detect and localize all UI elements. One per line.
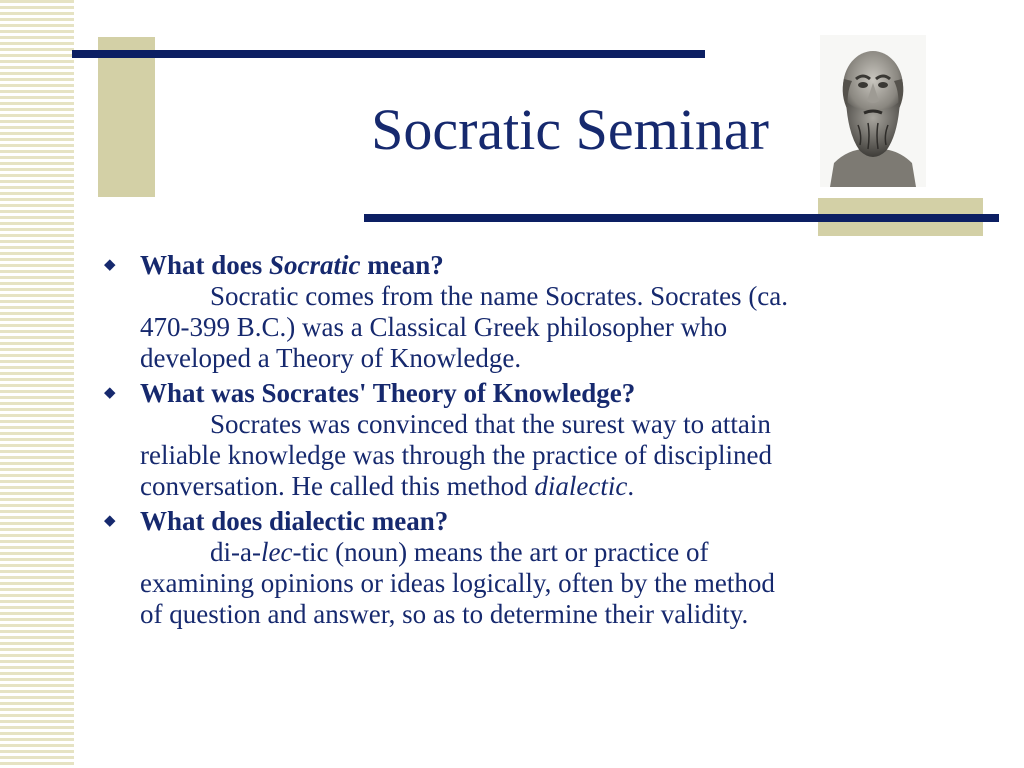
question-text: What does bbox=[140, 250, 270, 280]
answer-line: reliable knowledge was through the practice of disciplined bbox=[140, 440, 773, 470]
question-3: What does dialectic mean? bbox=[140, 506, 449, 536]
answer-text: conversation. He called this method bbox=[140, 471, 535, 501]
answer-text: Socrates was convinced that the surest way to attain bbox=[210, 409, 771, 439]
striped-margin-decoration bbox=[0, 0, 74, 768]
answer-line bbox=[140, 471, 984, 502]
answer-emphasis: dialectic bbox=[534, 471, 628, 501]
answer-line: of question and answer, so as to determine their validity. bbox=[140, 599, 749, 629]
answer-line: developed a Theory of Knowledge. bbox=[140, 343, 522, 373]
bottom-rule-line bbox=[364, 214, 999, 222]
slide-title: Socratic Seminar bbox=[371, 97, 769, 162]
answer-text: di-a- bbox=[210, 537, 261, 567]
answer-line bbox=[140, 409, 984, 440]
question-1 bbox=[140, 250, 984, 281]
answer-text: -tic (noun) means the art or practice of bbox=[292, 537, 709, 567]
answer-line: examining opinions or ideas logically, often by the method bbox=[140, 568, 775, 598]
answer-text: Socratic comes from the name Socrates. Socrates (ca. bbox=[210, 281, 789, 311]
diamond-bullet-icon: ◆ bbox=[104, 385, 116, 401]
answer-line bbox=[140, 537, 984, 568]
bullet-item-1 bbox=[104, 250, 984, 374]
question-2: What was Socrates' Theory of Knowledge? bbox=[140, 378, 636, 408]
tan-block-top-left bbox=[98, 37, 155, 197]
diamond-bullet-icon: ◆ bbox=[104, 257, 116, 273]
answer-line bbox=[140, 281, 984, 312]
question-text: mean? bbox=[360, 250, 444, 280]
answer-text: . bbox=[627, 471, 635, 501]
top-rule-line bbox=[72, 50, 705, 58]
diamond-bullet-icon: ◆ bbox=[104, 513, 116, 529]
answer-emphasis: lec bbox=[260, 537, 293, 567]
answer-line: 470-399 B.C.) was a Classical Greek philosopher who bbox=[140, 312, 728, 342]
question-emphasis: Socratic bbox=[269, 250, 361, 280]
bullet-item-3 bbox=[104, 506, 984, 630]
socrates-bust-image bbox=[820, 35, 926, 187]
bullet-list bbox=[104, 250, 984, 634]
bullet-item-2 bbox=[104, 378, 984, 502]
